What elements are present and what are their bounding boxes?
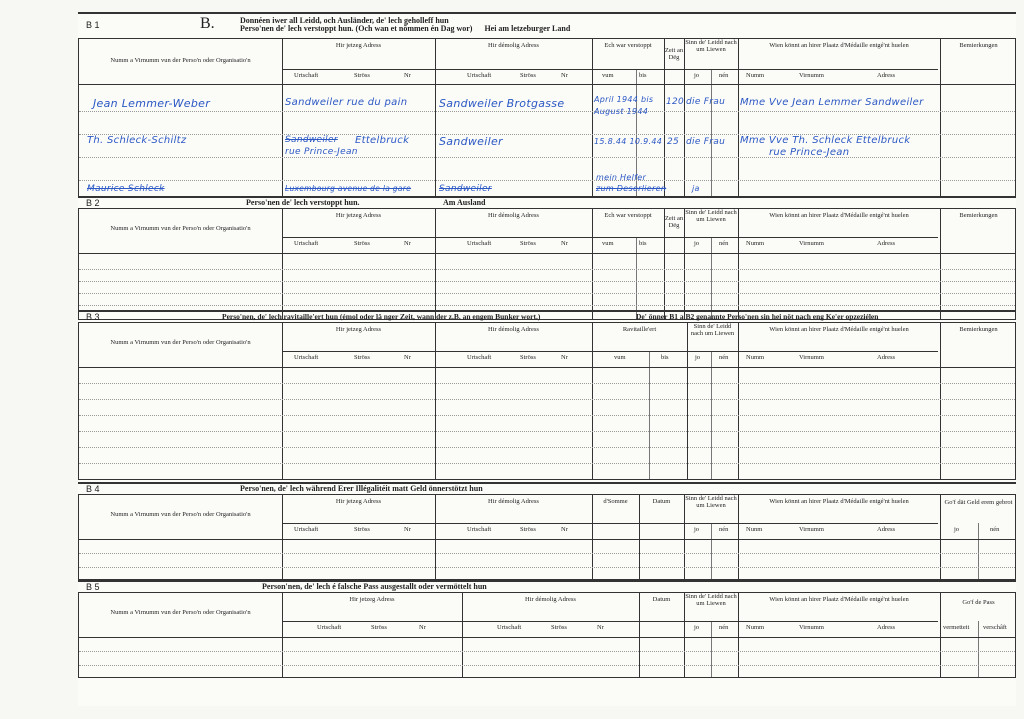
b1-col-medal: Wien könnt an hirer Plaatz d'Médaille entgé'nt huelen bbox=[769, 42, 909, 49]
b2-col-medal: Wien könnt an hirer Plaatz d'Médaille entgé'nt huelen bbox=[769, 212, 909, 219]
b5-sub-nr2: Nr bbox=[597, 624, 604, 631]
b5-col-datum: Datum bbox=[652, 596, 671, 603]
b4-sub-jo: jo bbox=[694, 526, 700, 533]
b1-row3-current: Luxembourg avenue de la gare bbox=[285, 184, 412, 193]
b2-col-zeit: Zeit an Dëg bbox=[664, 215, 684, 229]
b1-sub-vum: vum bbox=[602, 72, 614, 79]
b2-sub-vum: vum bbox=[602, 240, 614, 247]
b1-row3-period: mein Helfer bbox=[596, 173, 647, 182]
b3-sub-nr2: Nr bbox=[561, 354, 568, 361]
b1-row1-former: Sandweiler Brotgasse bbox=[439, 97, 565, 110]
b2-sub-virnumm: Virnumm bbox=[799, 240, 824, 247]
b4-sub-nr: Nr bbox=[404, 526, 411, 533]
b3-sub-virnumm: Virnumm bbox=[799, 354, 824, 361]
b1-row3-name: Maurice Schleck bbox=[87, 184, 165, 194]
b1-row3-period2: zum Deserlieren bbox=[596, 184, 667, 193]
b5-sub-nr: Nr bbox=[419, 624, 426, 631]
b4-table bbox=[78, 494, 1016, 580]
b2-col-current: Hir jetzeg Adress bbox=[335, 212, 382, 219]
b1-table bbox=[78, 38, 1016, 198]
b1-row2-current-struck: Sandweiler bbox=[285, 135, 338, 145]
b1-row3-alive: ja bbox=[692, 184, 700, 193]
b1-sub-stross: Ströss bbox=[354, 72, 370, 79]
b1-row1-current: Sandweiler rue du pain bbox=[285, 97, 408, 108]
b4-sub-virnumm: Virnumm bbox=[799, 526, 824, 533]
b5-sub-urtschaft2: Urtschaft bbox=[497, 624, 522, 631]
b1-col-former: Hir démolig Adress bbox=[488, 42, 539, 49]
b2-col-remarks: Bemierkungen bbox=[959, 212, 998, 219]
b2-col-name: Numm a Virnumm vun der Perso'n oder Organisatio'n bbox=[110, 225, 251, 232]
b1-col-sinn: Sinn de' Leidd nach um Liewen bbox=[685, 39, 737, 53]
b3-col-remarks: Bemierkungen bbox=[959, 326, 998, 333]
b5-col-current: Hir jetzeg Adress bbox=[349, 596, 395, 603]
b5-sub-adress: Adress bbox=[877, 624, 896, 631]
b1-row2-current2: rue Prince-Jean bbox=[285, 147, 358, 157]
b3-sub-numm: Numm bbox=[746, 354, 765, 361]
b1-sub-jo: jo bbox=[694, 72, 700, 79]
b4-sub-nr2: Nr bbox=[561, 526, 568, 533]
b1-row2-current: Ettelbruck bbox=[355, 135, 410, 146]
b1-sub-nr: Nr bbox=[404, 72, 411, 79]
b1-col-current: Hir jetzeg Adress bbox=[335, 42, 382, 49]
b2-sub-urtschaft: Urtschaft bbox=[294, 240, 319, 247]
b2-sub-nen: nén bbox=[719, 240, 729, 247]
b3-col-name: Numm a Virnumm vun der Perso'n oder Organisatio'n bbox=[110, 339, 251, 346]
b2-sub-urtschaft2: Urtschaft bbox=[467, 240, 492, 247]
b3-sub-nen: nén bbox=[719, 354, 729, 361]
b5-table bbox=[78, 592, 1016, 678]
b3-title-b: De' önner B1 a B2 genannte Perso'nen sin hei nöt nach eng Ke'er opzeziélen bbox=[636, 312, 879, 321]
b1-row2-name: Th. Schleck-Schiltz bbox=[87, 135, 187, 146]
b1-sub-virnumm: Virnumm bbox=[799, 72, 824, 79]
b3-sub-nr: Nr bbox=[404, 354, 411, 361]
b2-sub-nr2: Nr bbox=[561, 240, 568, 247]
b1-col-remarks: Bemierkungen bbox=[959, 42, 998, 49]
b2-title-b: Am Ausland bbox=[443, 198, 486, 207]
b1-row2-period: 15.8.44 10.9.44 bbox=[594, 137, 663, 146]
b1-title1: Donnéen iwer all Leidd, och Ausländer, de' lech geholleff hun bbox=[240, 16, 449, 25]
b4-sub-stross2: Ströss bbox=[520, 526, 536, 533]
b4-code: B 4 bbox=[86, 484, 100, 494]
b2-sub-numm: Numm bbox=[746, 240, 765, 247]
b1-row2-medal2: rue Prince-Jean bbox=[769, 147, 850, 158]
b4-col-sinn: Sinn de' Leidd nach um Liewen bbox=[685, 495, 737, 509]
b4-col-summe: d'Somme bbox=[603, 498, 628, 505]
b3-sub-stross: Ströss bbox=[354, 354, 370, 361]
b4-sub-nen: nén bbox=[719, 526, 729, 533]
b5-sub-jo: jo bbox=[694, 624, 700, 631]
b1-sub-urtschaft2: Urtschaft bbox=[467, 72, 492, 79]
b3-sub-stross2: Ströss bbox=[520, 354, 536, 361]
b5-sub-nen: nén bbox=[719, 624, 729, 631]
b1-row2-alive: die Frau bbox=[686, 137, 726, 147]
b1-title2: Perso'nen de' lech verstoppt hun. (Och wan et nõmmen én Dag wor) bbox=[240, 24, 473, 33]
b1-title2b: Hei am letzeburger Land bbox=[484, 24, 571, 33]
b2-code: B 2 bbox=[86, 198, 100, 208]
b5-col-name: Numm a Virnumm vun der Perso'n oder Organisatio'n bbox=[110, 609, 251, 616]
b4-sub-geld-jo: jo bbox=[954, 526, 960, 533]
b5-sub-verschaft: verschâft bbox=[983, 624, 1007, 631]
b2-sub-jo: jo bbox=[694, 240, 700, 247]
b3-col-former: Hir démolig Adress bbox=[488, 326, 539, 333]
b2-sub-adress: Adress bbox=[877, 240, 896, 247]
b1-row3-former: Sandweiler bbox=[439, 184, 492, 194]
b1-sub-adress: Adress bbox=[877, 72, 896, 79]
b2-table bbox=[78, 208, 1016, 320]
b1-code: B 1 bbox=[86, 20, 100, 30]
b2-col-sinn: Sinn de' Leidd nach um Liewen bbox=[685, 209, 737, 223]
b1-letter: B. bbox=[200, 15, 215, 32]
b1-sub-numm: Numm bbox=[746, 72, 765, 79]
b5-sub-stross2: Ströss bbox=[551, 624, 567, 631]
b3-sub-urtschaft: Urtschaft bbox=[294, 354, 319, 361]
b3-title: Perso'nen, de' lech ravitaille'ert hun (émol oder lä nger Zeit, wann der z.B. an engem Bunker wort.) bbox=[222, 312, 541, 321]
b5-sub-vermetteit: vermetteit bbox=[943, 624, 970, 631]
b5-col-former: Hir démolig Adress bbox=[525, 596, 576, 603]
b4-col-current: Hir jetzeg Adress bbox=[335, 498, 382, 505]
b5-col-sinn: Sinn de' Leidd nach um Liewen bbox=[685, 593, 737, 607]
b4-col-former: Hir démolig Adress bbox=[488, 498, 539, 505]
b5-sub-virnumm: Virnumm bbox=[799, 624, 824, 631]
b4-sub-geld-nen: nén bbox=[990, 526, 1000, 533]
b1-sub-urtschaft: Urtschaft bbox=[294, 72, 319, 79]
b5-code: B 5 bbox=[86, 582, 100, 592]
b3-col-medal: Wien könnt an hirer Plaatz d'Médaille entgé'nt huelen bbox=[769, 326, 909, 333]
b4-title: Perso'nen, de' lech während Erer Illégalitéit matt Geld önnerstötzt hun bbox=[240, 484, 483, 493]
b1-sub-bis: bis bbox=[639, 72, 647, 79]
b2-col-hidden: Ech war verstoppt bbox=[604, 212, 652, 219]
b1-sub-nr2: Nr bbox=[561, 72, 568, 79]
b1-row1-alive: die Frau bbox=[686, 97, 726, 107]
b4-sub-stross: Ströss bbox=[354, 526, 370, 533]
b1-sub-nen: nén bbox=[719, 72, 729, 79]
b2-title: Perso'nen de' lech verstoppt hun. bbox=[246, 198, 360, 207]
b2-sub-stross: Ströss bbox=[354, 240, 370, 247]
b5-col-medal: Wien könnt an hirer Plaatz d'Médaille entgé'nt huelen bbox=[769, 596, 909, 603]
b1-header bbox=[78, 12, 1016, 38]
b1-row2-days: 25 bbox=[667, 137, 680, 147]
b5-sub-urtschaft: Urtschaft bbox=[317, 624, 342, 631]
b4-sub-urtschaft2: Urtschaft bbox=[467, 526, 492, 533]
b3-code: B 3 bbox=[86, 312, 100, 322]
b2-sub-nr: Nr bbox=[404, 240, 411, 247]
b1-row1-days: 120 bbox=[666, 97, 685, 107]
b1-row2-former: Sandweiler bbox=[439, 135, 503, 148]
b5-sub-stross: Ströss bbox=[371, 624, 387, 631]
b2-col-former: Hir démolig Adress bbox=[488, 212, 539, 219]
b3-col-sinn: Sinn de' Leidd nach um Liewen bbox=[690, 323, 735, 337]
b1-col-zeit: Zeit an Dëg bbox=[664, 47, 684, 61]
b1-row1-period: April 1944 bis bbox=[594, 95, 654, 104]
b3-sub-bis: bis bbox=[661, 354, 669, 361]
b4-sub-adress: Adress bbox=[877, 526, 896, 533]
b3-sub-jo: jo bbox=[695, 354, 701, 361]
b3-sub-urtschaft2: Urtschaft bbox=[467, 354, 492, 361]
b1-row1-name: Jean Lemmer-Weber bbox=[93, 97, 211, 110]
b4-col-geld: Go'f dät Geld erem gebrot bbox=[944, 499, 1013, 506]
form-sheet bbox=[78, 12, 1016, 706]
b3-table bbox=[78, 322, 1016, 480]
b1-row1-period2: August 1944 bbox=[594, 107, 649, 116]
b1-titles bbox=[240, 17, 570, 33]
b3-sub-adress: Adress bbox=[877, 354, 896, 361]
b1-row1-medal: Mme Vve Jean Lemmer Sandweiler bbox=[740, 97, 924, 108]
b4-sub-urtschaft: Urtschaft bbox=[294, 526, 319, 533]
b1-sub-stross2: Ströss bbox=[520, 72, 536, 79]
b4-col-datum: Datum bbox=[652, 498, 671, 505]
b2-sub-stross2: Ströss bbox=[520, 240, 536, 247]
b5-col-pass: Go'f de Pass bbox=[962, 599, 995, 606]
b3-col-current: Hir jetzeg Adress bbox=[335, 326, 382, 333]
b1-col-name: Numm a Virnumm vun der Perso'n oder Organisatio'n bbox=[110, 57, 251, 64]
b4-col-medal: Wien könnt an hirer Plaatz d'Médaille entgé'nt huelen bbox=[769, 498, 909, 505]
b4-sub-numm: Nunm bbox=[746, 526, 763, 533]
b1-row2-medal: Mme Vve Th. Schleck Ettelbruck bbox=[740, 135, 911, 146]
b3-sub-vum: vum bbox=[614, 354, 626, 361]
b4-col-name: Numm a Virnumm vun der Perso'n oder Organisatio'n bbox=[110, 511, 251, 518]
b5-title: Person'nen, de' lech é falsche Pass ausgestallt oder vermöttelt hun bbox=[262, 582, 487, 591]
b3-col-rav: Ravitaille'ert bbox=[622, 326, 657, 333]
b2-sub-bis: bis bbox=[639, 240, 647, 247]
b5-sub-numm: Numm bbox=[746, 624, 765, 631]
b1-col-hidden: Ech war verstoppt bbox=[604, 42, 652, 49]
